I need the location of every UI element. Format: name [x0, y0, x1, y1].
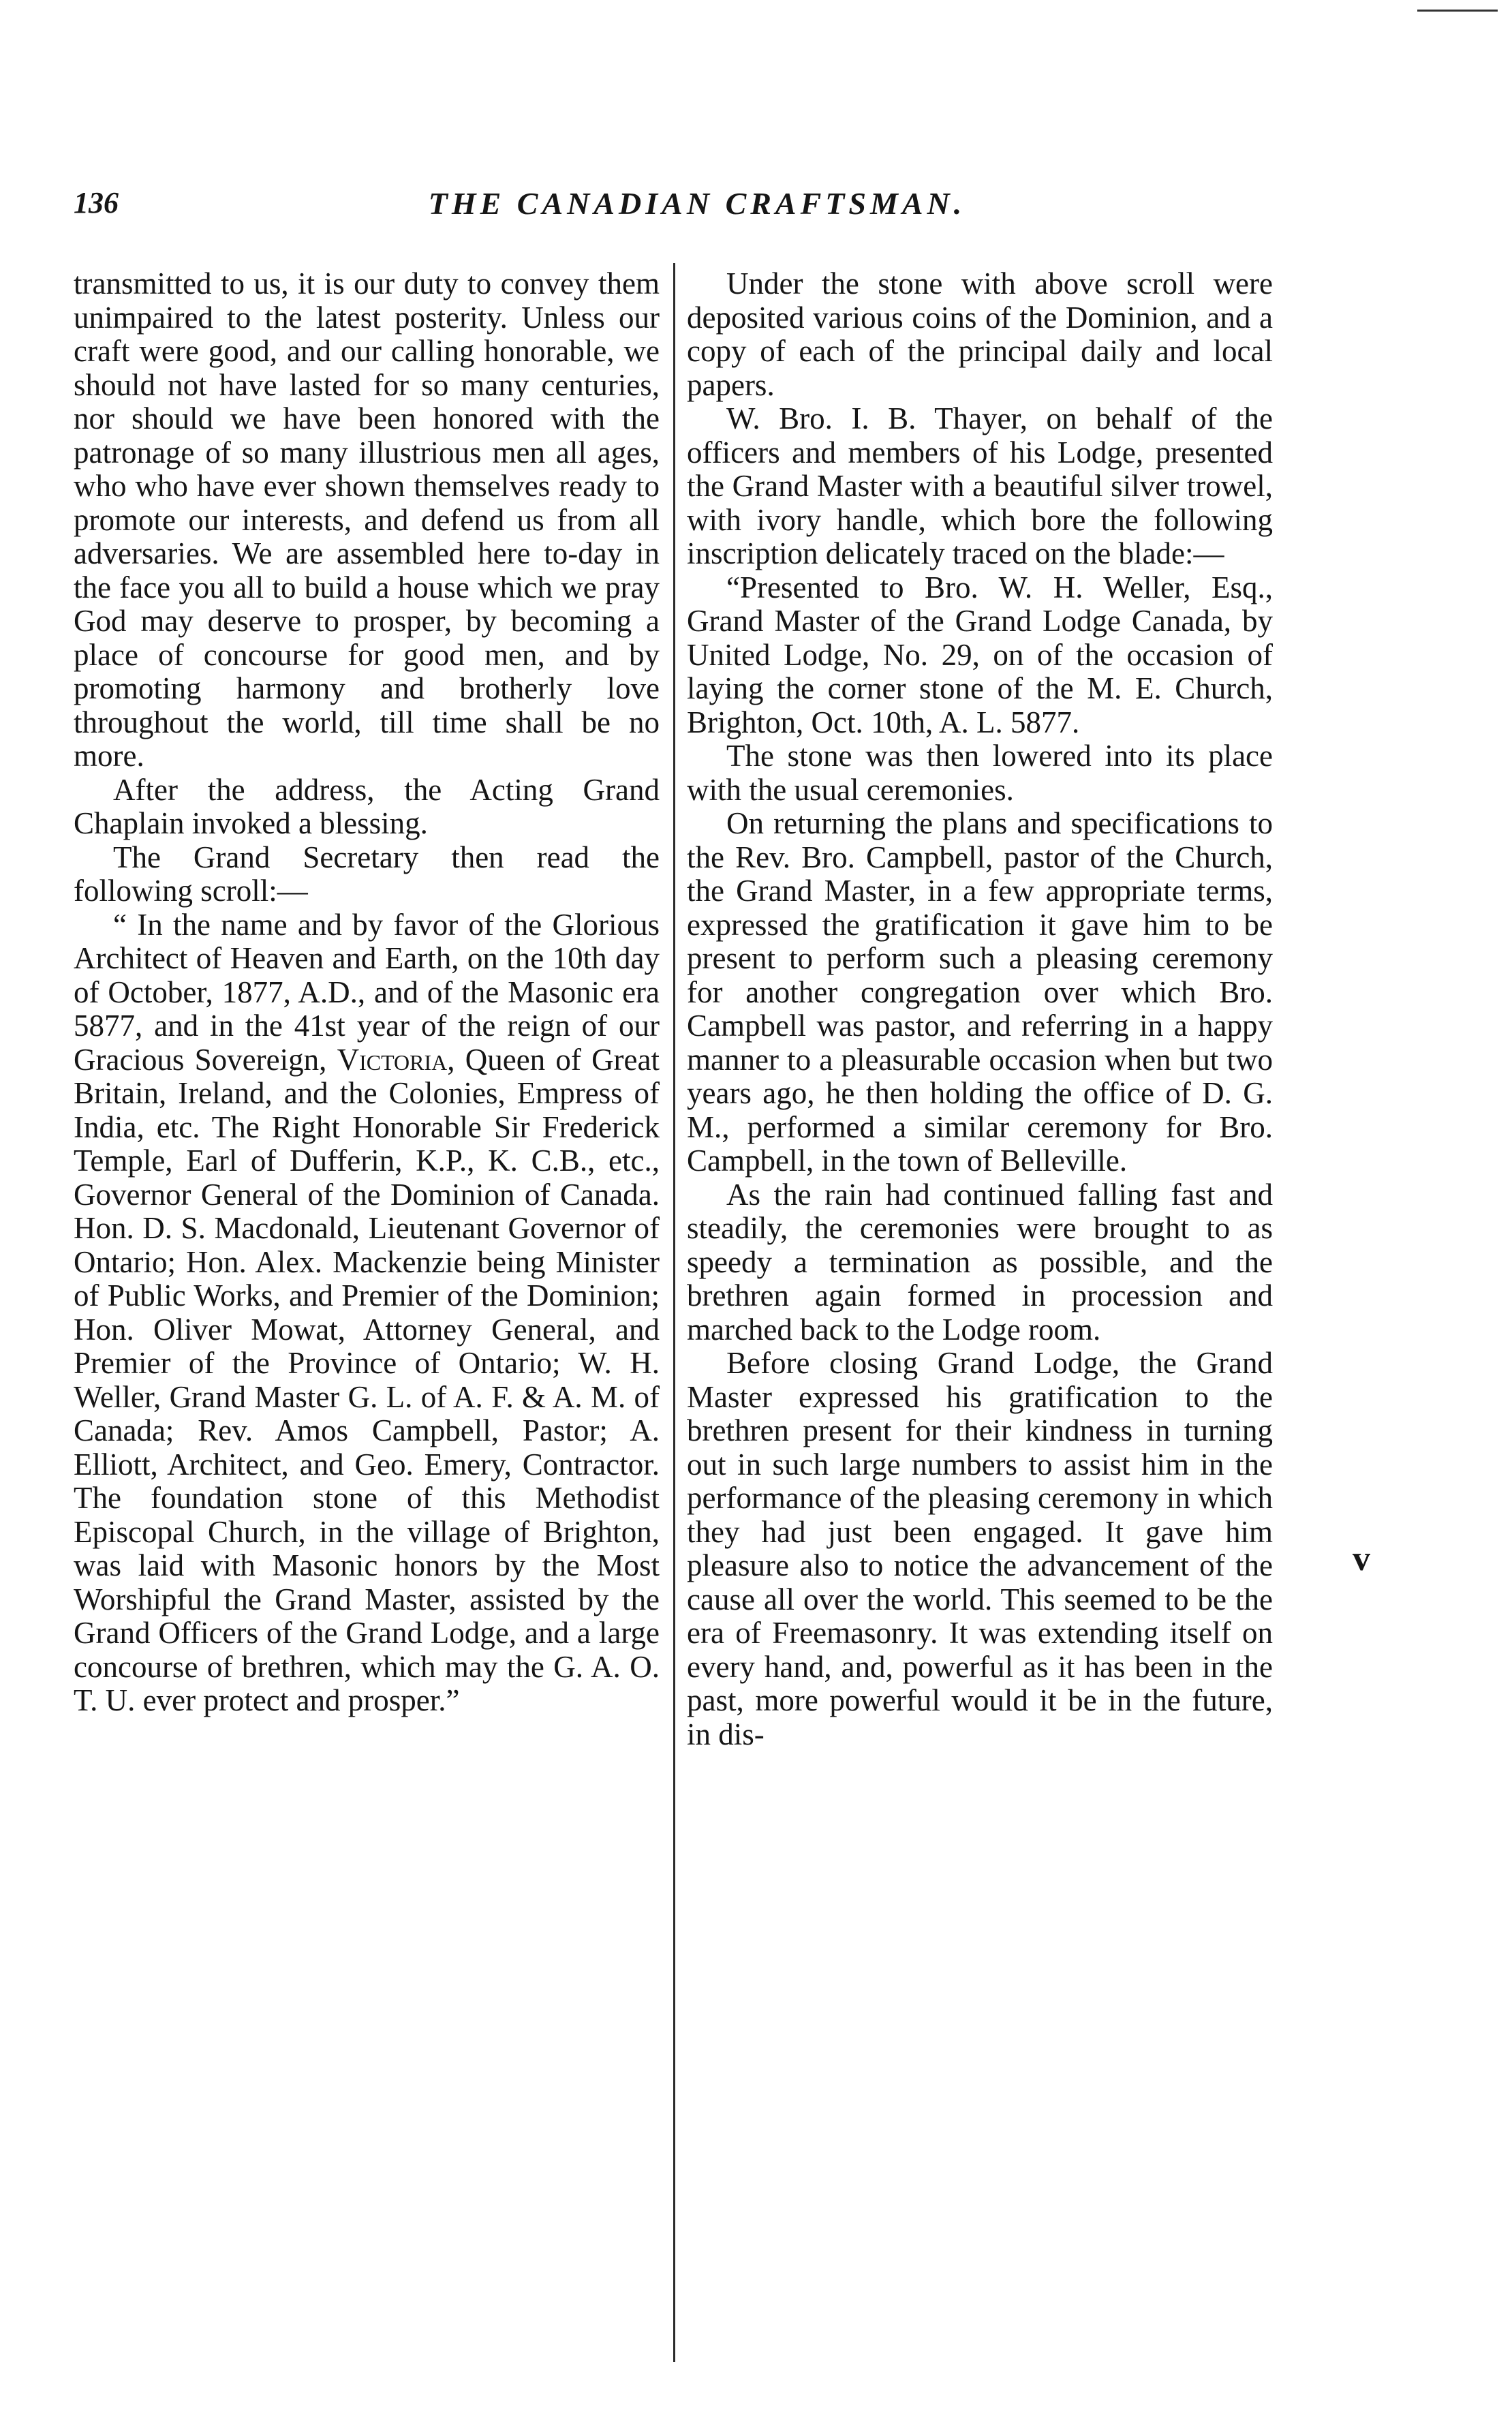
paragraph: On returning the plans and specifications to the Rev. Bro. Campbell, pastor of the Church, the Grand Master, in a few appropriate terms, expressed the gratification it gave him to be present to perform such a pleasing ceremony for another congregation over which Bro. Campbell was pastor, and referring in a happy manner to a pleasurable occasion when but two years ago, he then holding the office of D. G. M., performed a similar ceremony for Bro. Campbell, in the town of Belleville.	[687, 806, 1273, 1178]
scroll-paragraph	[74, 908, 660, 1718]
paragraph: As the rain had continued falling fast and steadily, the ceremonies were brought to as speedy a termination as possible, and the brethren again formed in procession and marched back to the Lodge room.	[687, 1177, 1273, 1347]
left-column	[74, 267, 660, 1718]
margin-mark: v	[1353, 1539, 1370, 1578]
top-edge-rule	[1417, 10, 1498, 12]
page-number: 136	[74, 186, 119, 219]
paragraph: The stone was then lowered into its place with the usual ceremonies.	[687, 739, 1273, 807]
sovereign-name: Victoria	[337, 1042, 448, 1077]
paragraph: After the address, the Acting Grand Chaplain invoked a blessing.	[74, 772, 660, 840]
scroll-text-start: “ In the name and by favor of the Glorious Architect of Heaven and Earth, on the 10th day of October, 1877, A.D., and of the Masonic era 5877, and in the 41st year of the reign of our Gracious Sovereign,	[74, 907, 660, 1077]
page-header	[74, 185, 1321, 240]
paragraph: The Grand Secretary then read the following scroll:—	[74, 840, 660, 908]
column-divider	[673, 263, 675, 2362]
paragraph: transmitted to us, it is our duty to convey them unimpaired to the latest posterity. Unless our craft were good, and our calling honorable, we should not have lasted for so many centuries, nor should we have been honored with the patronage of so many illustrious men all ages, who who have ever shown themselves ready to promote our interests, and defend us from all adversaries. We are assembled here to-day in the face you all to build a house which we pray God may deserve to prosper, by becoming a place of concourse for good men, and by promoting harmony and brotherly love throughout the world, till time shall be no more.	[74, 266, 660, 773]
inscription-paragraph: “Presented to Bro. W. H. Weller, Esq., Grand Master of the Grand Lodge Canada, by United Lodge, No. 29, on of the occasion of laying the corner stone of the M. E. Church, Brighton, Oct. 10th, A. L. 5877.	[687, 570, 1273, 739]
paragraph: Before closing Grand Lodge, the Grand Master expressed his gratification to the brethren present for their kindness in turning out in such large numbers to assist him in the performance of the pleasing ceremony in which they had just been engaged. It gave him pleasure also to notice the advancement of the cause all over the world. This seemed to be the era of Freemasonry. It was extending itself on every hand, and, powerful as it has been in the past, more powerful would it be in the future, in dis-	[687, 1346, 1273, 1751]
scroll-text-end: , Queen of Great Britain, Ireland, and the Colonies, Empress of India, etc. The Right Honorable Sir Frederick Temple, Earl of Dufferin, K.P., K. C.B., etc., Governor General of the Dominion of Canada. Hon. D. S. Macdonald, Lieutenant Governor of Ontario; Hon. Alex. Mackenzie being Minister of Public Works, and Premier of the Dominion; Hon. Oliver Mowat, Attorney General, and Premier of the Province of Ontario; W. H. Weller, Grand Master G. L. of A. F. & A. M. of Canada; Rev. Amos Campbell, Pastor; A. Elliott, Architect, and Geo. Emery, Contractor. The foundation stone of this Methodist Episcopal Church, in the village of Brighton, was laid with Masonic honors by the Most Worshipful the Grand Master, assisted by the Grand Officers of the Grand Lodge, and a large concourse of brethren, which may the G. A. O. T. U. ever protect and prosper.”	[74, 1042, 660, 1717]
right-column	[687, 267, 1273, 1751]
running-title: THE CANADIAN CRAFTSMAN.	[428, 186, 966, 221]
paragraph: Under the stone with above scroll were deposited various coins of the Dominion, and a copy of each of the principal daily and local papers.	[687, 266, 1273, 402]
paragraph: W. Bro. I. B. Thayer, on behalf of the officers and members of his Lodge, presented the Grand Master with a beautiful silver trowel, with ivory handle, which bore the following inscription delicately traced on the blade:—	[687, 401, 1273, 570]
